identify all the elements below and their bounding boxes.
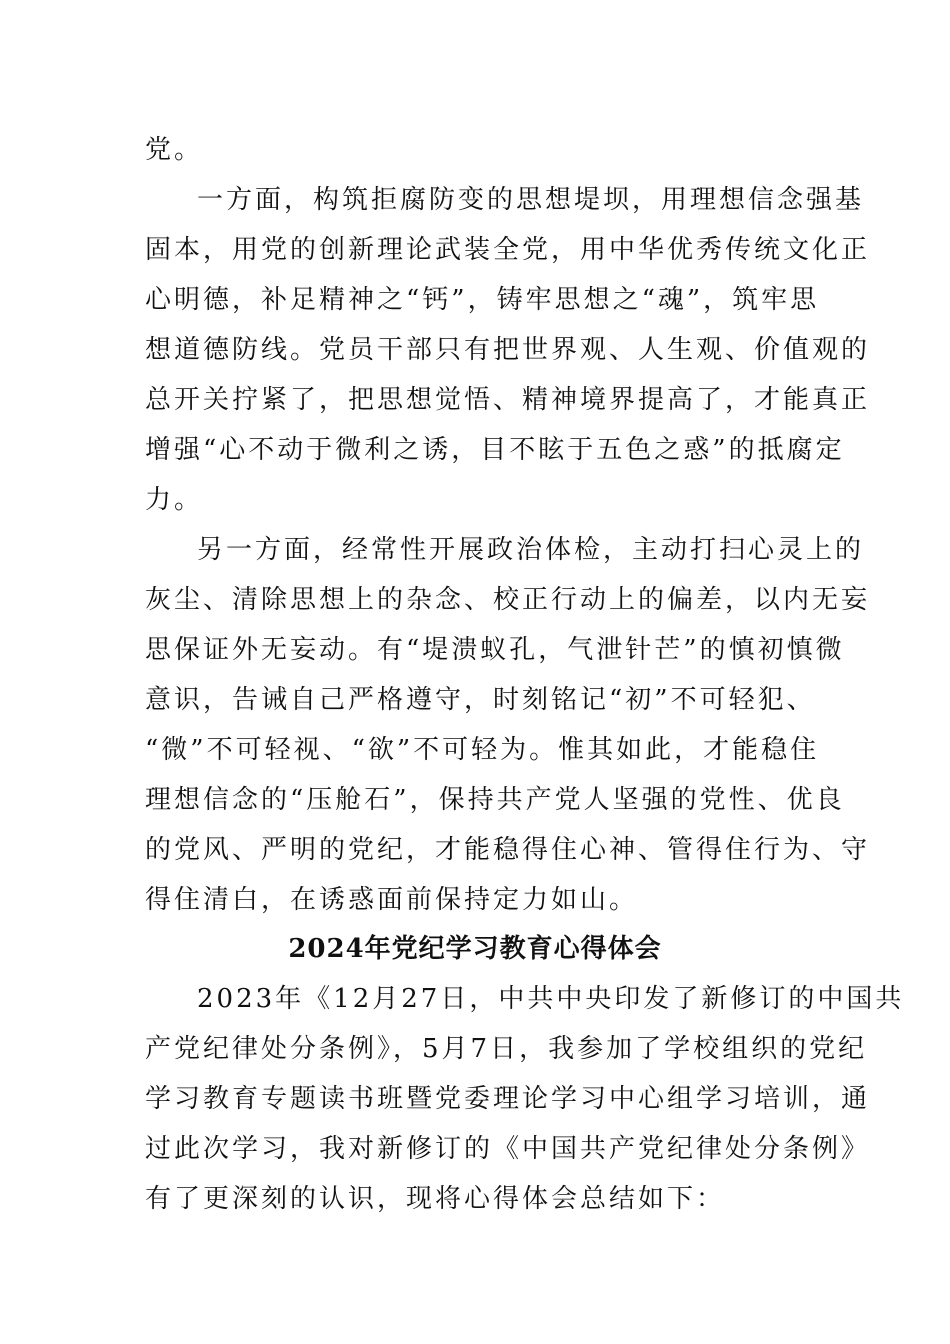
paragraph-line: 想道德防线。党员干部只有把世界观、人生观、价值观的 [145, 335, 871, 365]
section-title: 2024年党纪学习教育心得体会 [288, 934, 662, 964]
paragraph-line: 意识，告诫自己严格遵守，时刻铭记“初”不可轻犯、 [145, 685, 816, 715]
paragraph-line: 的党风、严明的党纪，才能稳得住心神、管得住行为、守 [145, 835, 871, 865]
paragraph-line: 产党纪律处分条例》，5月7日，我参加了学校组织的党纪 [145, 1034, 868, 1064]
paragraph-line: 心明德，补足精神之“钙”，铸牢思想之“魂”，筑牢思 [145, 285, 820, 315]
paragraph-line: 有了更深刻的认识，现将心得体会总结如下： [145, 1184, 726, 1214]
paragraph-line: 学习教育专题读书班暨党委理论学习中心组学习培训，通 [145, 1084, 871, 1114]
paragraph-line: 得住清白，在诱惑面前保持定力如山。 [145, 885, 639, 915]
paragraph-line: 党。 [145, 135, 204, 165]
paragraph-line: 理想信念的“压舱石”，保持共产党人坚强的党性、优良 [145, 785, 845, 815]
paragraph-line: 思保证外无妄动。有“堤溃蚁孔，气泄针芒”的慎初慎微 [145, 635, 845, 665]
paragraph-line: 增强“心不动于微利之诱，目不眩于五色之惑”的抵腐定 [145, 435, 845, 465]
paragraph-line: 固本，用党的创新理论武装全党，用中华优秀传统文化正 [145, 235, 871, 265]
paragraph-line: 灰尘、清除思想上的杂念、校正行动上的偏差，以内无妄 [145, 585, 871, 615]
paragraph-line: 2023年《12月27日，中共中央印发了新修订的中国共 [197, 984, 905, 1014]
paragraph-line: 另一方面，经常性开展政治体检，主动打扫心灵上的 [197, 535, 865, 565]
paragraph-line: “微”不可轻视、“欲”不可轻为。惟其如此，才能稳住 [145, 735, 820, 765]
paragraph-line: 力。 [145, 485, 204, 515]
paragraph-line: 过此次学习，我对新修订的《中国共产党纪律处分条例》 [145, 1134, 871, 1164]
paragraph-line: 一方面，构筑拒腐防变的思想堤坝，用理想信念强基 [197, 185, 865, 215]
paragraph-line: 总开关拧紧了，把思想觉悟、精神境界提高了，才能真正 [145, 385, 871, 415]
